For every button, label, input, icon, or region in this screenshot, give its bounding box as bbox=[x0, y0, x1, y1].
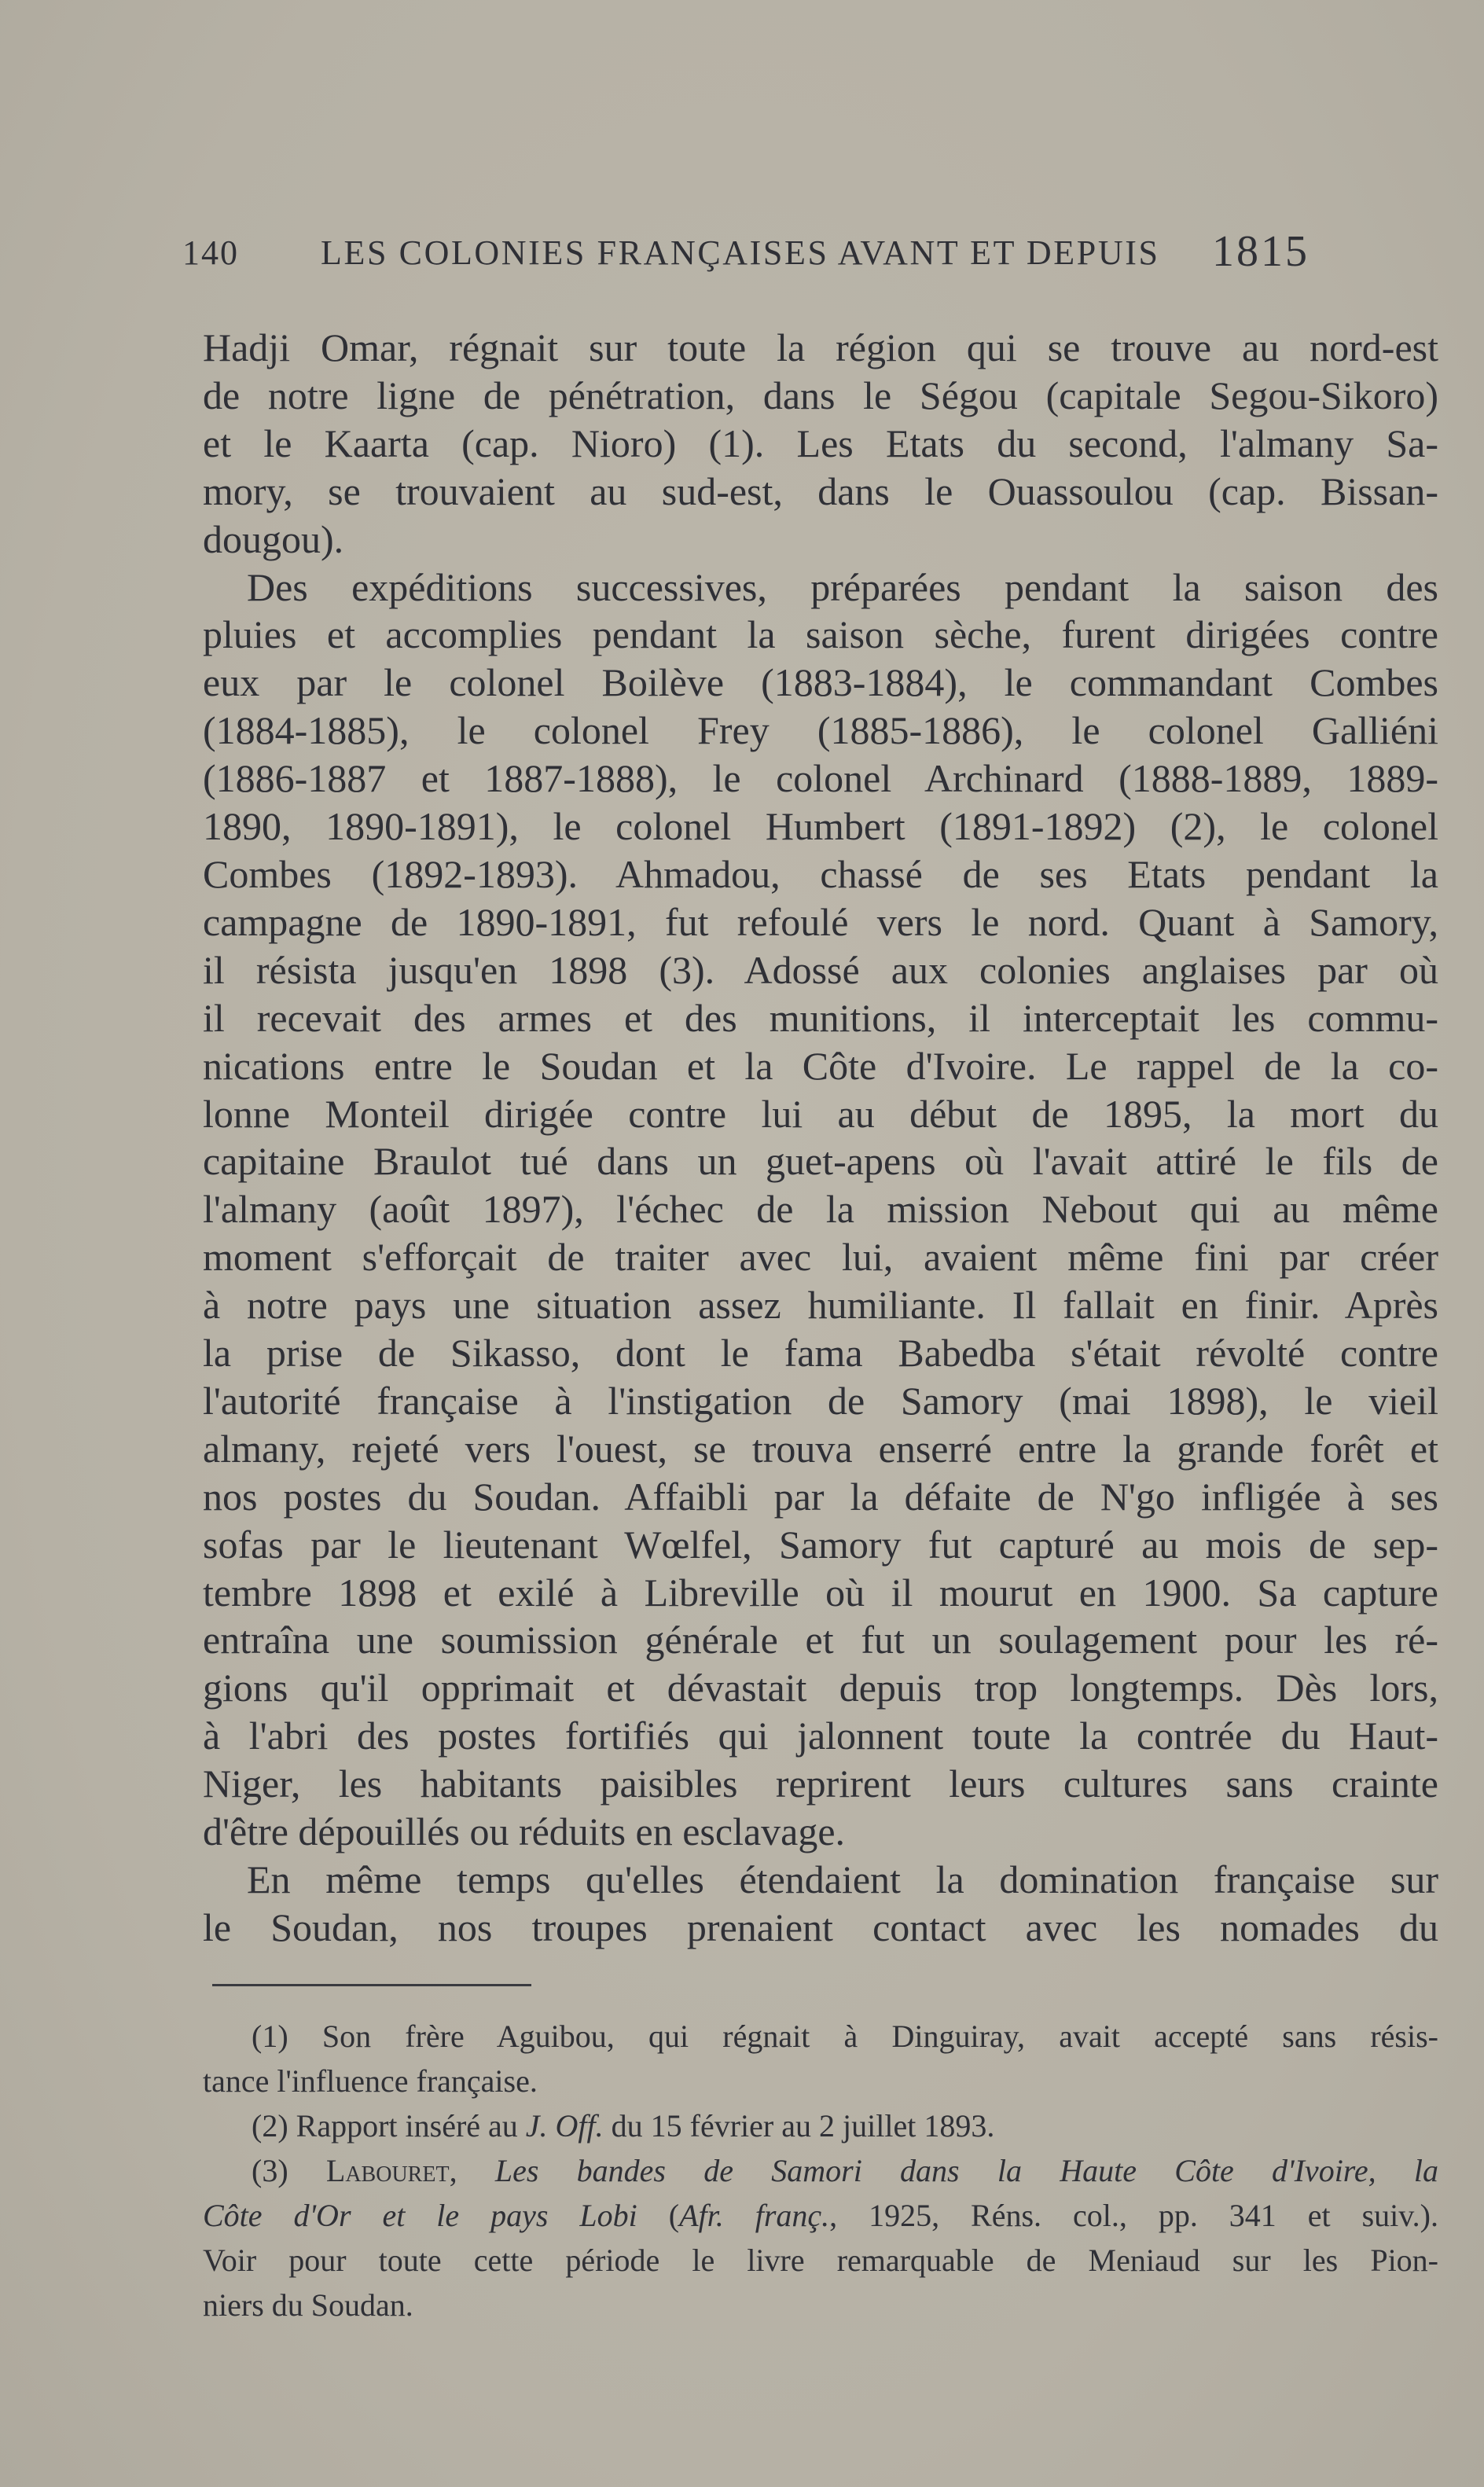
text-line: gions qu'il opprimait et dévastait depuis trop longtemps. Dès lors, bbox=[203, 1666, 1438, 1710]
footnote-3-text: , 1925, Réns. col., pp. 341 et suiv.). bbox=[829, 2198, 1438, 2233]
text-line: En même temps qu'elles étendaient la domination française sur bbox=[247, 1857, 1438, 1901]
text-line: Des expéditions successives, préparées pendant la saison des bbox=[247, 564, 1438, 609]
text-line: mory, se trouvaient au sud-est, dans le Ouassoulou (cap. Bissan- bbox=[203, 468, 1438, 513]
footnotes bbox=[203, 2014, 1438, 2327]
text-line: moment s'efforçait de traiter avec lui, avaient même fini par créer bbox=[203, 1235, 1438, 1280]
footnote-1-line: tance l'influence française. bbox=[203, 2063, 538, 2099]
footnote-2 bbox=[203, 2103, 1438, 2148]
running-title: LES COLONIES FRANÇAISES AVANT ET DEPUIS bbox=[321, 233, 1160, 272]
text-line: tembre 1898 et exilé à Libreville où il mourut en 1900. Sa capture bbox=[203, 1570, 1438, 1615]
footnote-3-line: niers du Soudan. bbox=[203, 2287, 413, 2323]
text-line: Hadji Omar, régnait sur toute la région qui se trouve au nord-est bbox=[203, 325, 1438, 369]
text-line: entraîna une soumission générale et fut un soulagement pour les ré- bbox=[203, 1618, 1438, 1662]
footnote-separator bbox=[212, 1984, 531, 1986]
footnote-1-line: (1) Son frère Aguibou, qui régnait à Dinguiray, avait accepté sans résis- bbox=[252, 2019, 1438, 2054]
running-title-year: 1815 bbox=[1212, 227, 1310, 276]
footnote-3-line: Voir pour toute cette période le livre remarquable de Meniaud sur les Pion- bbox=[203, 2243, 1438, 2278]
footnote-3-line bbox=[203, 2148, 1438, 2193]
text-line: dougou). bbox=[203, 516, 344, 561]
text-line: lonne Monteil dirigée contre lui au début de 1895, la mort du bbox=[203, 1091, 1438, 1136]
footnote-2-text: du 15 février au 2 juillet 1893. bbox=[603, 2108, 995, 2144]
footnote-3-journal: Afr. franç. bbox=[679, 2198, 830, 2233]
text-line: pluies et accomplies pendant la saison sèche, furent dirigées contre bbox=[203, 612, 1438, 657]
page-number: 140 bbox=[182, 233, 239, 272]
text-line: capitaine Braulot tué dans un guet-apens où l'avait attiré le fils de bbox=[203, 1139, 1438, 1184]
text-line: à l'abri des postes fortifiés qui jalonnent toute la contrée du Haut- bbox=[203, 1714, 1438, 1758]
text-line: nications entre le Soudan et la Côte d'Ivoire. Le rappel de la co- bbox=[203, 1043, 1438, 1088]
footnote-3-line bbox=[203, 2193, 1438, 2238]
text-line: (1884-1885), le colonel Frey (1885-1886), le colonel Galliéni bbox=[203, 708, 1438, 753]
text-line: almany, rejeté vers l'ouest, se trouva enserré entre la grande forêt et bbox=[203, 1426, 1438, 1471]
running-header bbox=[182, 227, 1310, 283]
footnote-3-text: ( bbox=[637, 2198, 680, 2233]
body-text bbox=[203, 324, 1438, 1952]
text-line: (1886-1887 et 1887-1888), le colonel Archinard (1888-1889, 1889- bbox=[203, 756, 1438, 801]
footnote-3-title: Côte d'Or et le pays Lobi bbox=[203, 2198, 637, 2233]
footnote-3-text: , bbox=[449, 2153, 495, 2188]
text-line: nos postes du Soudan. Affaibli par la défaite de N'go infligée à ses bbox=[203, 1474, 1438, 1519]
text-line: de notre ligne de pénétration, dans le Ségou (capitale Segou-Sikoro) bbox=[203, 373, 1438, 417]
text-line: d'être dépouillés ou réduits en esclavage. bbox=[203, 1809, 846, 1854]
footnote-2-text: (2) Rapport inséré au bbox=[252, 2108, 526, 2144]
text-line: campagne de 1890-1891, fut refoulé vers le nord. Quant à Samory, bbox=[203, 899, 1438, 944]
text-line: la prise de Sikasso, dont le fama Babedba s'était révolté contre bbox=[203, 1331, 1438, 1376]
text-line: eux par le colonel Boilève (1883-1884), le commandant Combes bbox=[203, 660, 1438, 705]
text-line: Combes (1892-1893). Ahmadou, chassé de ses Etats pendant la bbox=[203, 851, 1438, 896]
text-line: il résista jusqu'en 1898 (3). Adossé aux colonies anglaises par où bbox=[203, 947, 1438, 992]
text-line: il recevait des armes et des munitions, il interceptait les commu- bbox=[203, 995, 1438, 1040]
text-line: Niger, les habitants paisibles reprirent leurs cultures sans crainte bbox=[203, 1761, 1438, 1806]
footnote-3-author: Labouret bbox=[325, 2153, 450, 2188]
footnote-3-marker: (3) bbox=[252, 2153, 326, 2188]
text-line: le Soudan, nos troupes prenaient contact avec les nomades du bbox=[203, 1905, 1438, 1949]
text-line: sofas par le lieutenant Wœlfel, Samory fut capturé au mois de sep- bbox=[203, 1522, 1438, 1567]
text-line: à notre pays une situation assez humiliante. Il fallait en finir. Après bbox=[203, 1283, 1438, 1328]
text-line: l'autorité française à l'instigation de Samory (mai 1898), le vieil bbox=[203, 1378, 1438, 1423]
footnote-3-title: Les bandes de Samori dans la Haute Côte d'Ivoire, la bbox=[494, 2153, 1439, 2188]
footnote-2-journal: J. Off. bbox=[525, 2108, 604, 2144]
text-line: 1890, 1890-1891), le colonel Humbert (1891-1892) (2), le colonel bbox=[203, 804, 1438, 849]
text-line: et le Kaarta (cap. Nioro) (1). Les Etats du second, l'almany Sa- bbox=[203, 421, 1438, 465]
text-line: l'almany (août 1897), l'échec de la mission Nebout qui au même bbox=[203, 1187, 1438, 1232]
